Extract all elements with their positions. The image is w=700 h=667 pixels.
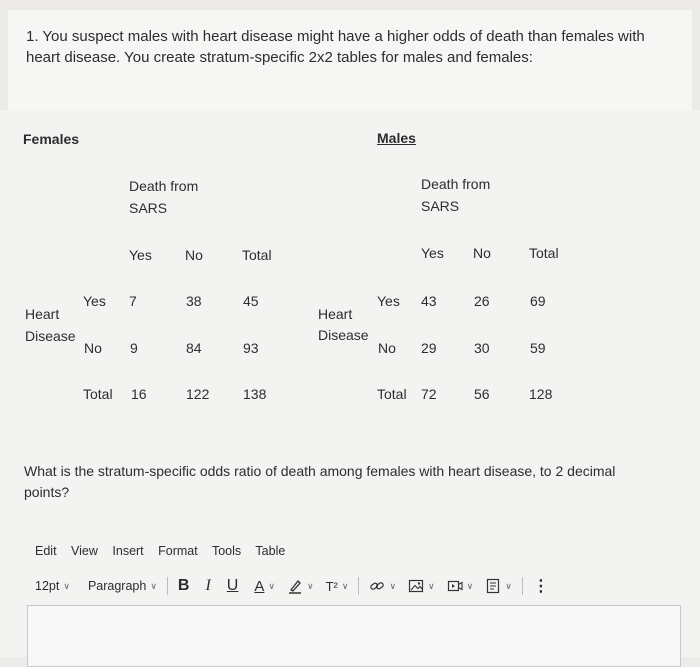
females-header-line2: SARS xyxy=(129,200,168,216)
superscript-icon: T² xyxy=(325,578,338,594)
males-cell-no-total: 59 xyxy=(530,340,546,356)
females-cell-no-yes: 9 xyxy=(130,340,138,356)
chevron-down-icon: ∨ xyxy=(268,580,275,591)
document-button[interactable] xyxy=(485,578,512,594)
males-header-line2: SARS xyxy=(421,198,460,214)
chevron-down-icon: ∨ xyxy=(306,580,314,591)
males-cell-total-no: 56 xyxy=(474,386,490,402)
question-card xyxy=(8,10,692,110)
image-icon xyxy=(408,578,424,594)
females-cell-total-no: 122 xyxy=(186,386,210,402)
males-row-no-label: No xyxy=(378,340,396,356)
block-format-value: Paragraph xyxy=(87,579,147,593)
males-cell-yes-total: 69 xyxy=(530,293,546,309)
toolbar-divider xyxy=(522,577,523,595)
superscript-button[interactable] xyxy=(326,579,349,594)
chevron-down-icon: ∨ xyxy=(505,580,512,591)
males-cell-yes-no: 26 xyxy=(474,293,490,309)
females-row-total-label: Total xyxy=(83,386,113,402)
females-cell-yes-no: 38 xyxy=(186,293,202,309)
menu-edit[interactable]: Edit xyxy=(35,544,57,558)
embed-media-button[interactable] xyxy=(447,578,474,594)
image-button[interactable] xyxy=(408,578,435,594)
editor-toolbar xyxy=(35,576,549,596)
content-sheet xyxy=(0,110,700,657)
link-button[interactable] xyxy=(369,578,396,594)
answer-editor[interactable] xyxy=(27,605,681,667)
font-color-icon: A xyxy=(254,577,265,595)
males-cell-yes-yes: 43 xyxy=(421,293,437,309)
font-color-button[interactable] xyxy=(254,578,275,595)
females-rowgroup-line2: Disease xyxy=(25,328,76,344)
menu-format[interactable]: Format xyxy=(158,544,198,558)
highlight-pen-icon xyxy=(287,578,303,594)
males-cell-no-yes: 29 xyxy=(421,340,437,356)
highlight-color-button[interactable] xyxy=(287,578,314,594)
editor-menubar xyxy=(35,544,296,558)
font-size-select[interactable] xyxy=(35,579,70,593)
underline-button[interactable]: U xyxy=(226,577,239,594)
males-row-total-label: Total xyxy=(377,386,407,402)
females-cell-total-yes: 16 xyxy=(131,386,147,402)
males-row-yes-label: Yes xyxy=(377,293,400,309)
toolbar-divider xyxy=(167,577,168,595)
more-options-button[interactable]: ⋮ xyxy=(532,578,549,595)
toolbar-divider xyxy=(358,577,359,595)
menu-table[interactable]: Table xyxy=(255,544,286,558)
females-col-no: No xyxy=(185,247,203,263)
females-cell-no-total: 93 xyxy=(243,340,259,356)
males-cell-total-total: 128 xyxy=(529,386,553,402)
chevron-down-icon: ∨ xyxy=(341,580,349,591)
males-label: Males xyxy=(377,130,416,146)
females-header-line1: Death from xyxy=(129,178,199,194)
males-rowgroup-line1: Heart xyxy=(318,306,353,322)
females-rowgroup-line1: Heart xyxy=(25,306,60,322)
males-col-no: No xyxy=(473,245,491,261)
males-cell-total-yes: 72 xyxy=(421,386,437,402)
females-row-yes-label: Yes xyxy=(83,293,106,309)
males-cell-no-no: 30 xyxy=(474,340,490,356)
menu-insert[interactable]: Insert xyxy=(112,544,144,558)
females-label: Females xyxy=(23,131,80,147)
followup-question: What is the stratum-specific odds ratio of death among females with heart disease, to 2 decimal points? xyxy=(24,463,616,500)
menu-tools[interactable]: Tools xyxy=(211,544,242,558)
chevron-down-icon: ∨ xyxy=(428,580,435,591)
document-icon xyxy=(485,578,501,594)
chevron-down-icon: ∨ xyxy=(466,580,474,591)
males-rowgroup-line2: Disease xyxy=(318,327,369,343)
italic-button[interactable]: I xyxy=(205,577,211,594)
link-icon xyxy=(369,578,385,594)
font-size-value: 12pt xyxy=(35,579,60,593)
females-cell-yes-yes: 7 xyxy=(129,293,137,309)
block-format-select[interactable] xyxy=(88,579,157,593)
embed-media-icon xyxy=(447,578,463,594)
males-header-line1: Death from xyxy=(421,176,491,192)
females-col-yes: Yes xyxy=(129,247,152,263)
chevron-down-icon: ∨ xyxy=(63,580,70,591)
females-cell-total-total: 138 xyxy=(243,386,267,402)
females-row-no-label: No xyxy=(84,340,102,356)
females-col-total: Total xyxy=(242,247,272,263)
males-col-yes: Yes xyxy=(421,245,444,261)
chevron-down-icon: ∨ xyxy=(150,580,157,591)
females-cell-yes-total: 45 xyxy=(243,293,259,309)
females-cell-no-no: 84 xyxy=(186,340,202,356)
bold-button[interactable]: B xyxy=(177,577,190,594)
question-text: 1. You suspect males with heart disease might have a higher odds of death than females with heart disease. You create stratum-specific 2x2 tables for males and females: xyxy=(26,28,645,66)
chevron-down-icon: ∨ xyxy=(389,580,397,591)
menu-view[interactable]: View xyxy=(71,544,98,558)
males-col-total: Total xyxy=(529,245,559,261)
